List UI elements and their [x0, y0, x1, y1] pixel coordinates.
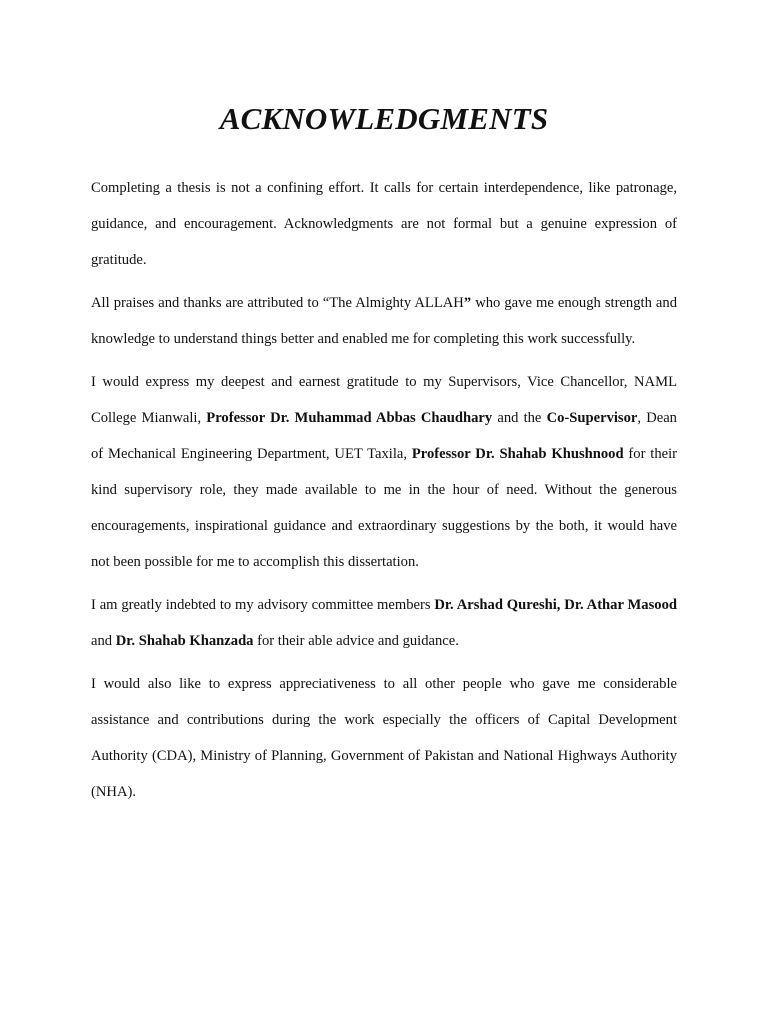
text-segment: and — [91, 633, 116, 649]
text-segment: All praises and thanks are attributed to “The Almighty ALLAH — [91, 295, 464, 311]
text-segment: I would also like to express appreciativeness to all other people who gave me considerable assistance and contributions during the work especially the officers of Capital Development Authority (CDA), Ministry of Planning, Government of Pakistan and National Highways Authority (NHA). — [91, 676, 677, 800]
text-segment: who gave me enough strength and knowledge to understand things better and enabled me for completing this work successfully. — [91, 295, 678, 347]
text-segment: for their able advice and guidance. — [253, 633, 459, 649]
committee-members: Dr. Arshad Qureshi, Dr. Athar Masood — [434, 597, 677, 613]
text-segment: , Dean of Mechanical Engineering Department, UET Taxila, — [91, 410, 677, 462]
paragraph-4 — [91, 587, 677, 659]
text-segment: and the — [492, 410, 547, 426]
document-body — [91, 170, 677, 810]
bold-quote-mark: ” — [463, 295, 472, 311]
co-supervisor-name: Professor Dr. Shahab Khushnood — [411, 446, 624, 462]
paragraph-2 — [91, 285, 677, 357]
text-segment: Completing a thesis is not a confining effort. It calls for certain interdependence, like patronage, guidance, and encouragement. Acknowledgments are not formal but a genuine expression of gratitude. — [91, 180, 677, 268]
paragraph-3 — [91, 364, 677, 580]
text-segment: I am greatly indebted to my advisory committee members — [91, 597, 435, 613]
supervisor-name: Professor Dr. Muhammad Abbas Chaudhary — [206, 410, 493, 426]
text-segment: I would express my deepest and earnest gratitude to my Supervisors, Vice Chancellor, NAML College Mianwali, — [91, 374, 677, 426]
page-title: ACKNOWLEDGMENTS — [219, 101, 549, 136]
paragraph-5 — [91, 666, 677, 810]
paragraph-1 — [91, 170, 677, 278]
text-segment: for their kind supervisory role, they made available to me in the hour of need. Without the generous encouragements, inspirational guidance and extraordinary suggestions by the both, it would have not been possible for me to accomplish this dissertation. — [91, 446, 678, 570]
committee-member: Dr. Shahab Khanzada — [115, 633, 254, 649]
co-supervisor-label: Co-Supervisor — [546, 410, 638, 426]
